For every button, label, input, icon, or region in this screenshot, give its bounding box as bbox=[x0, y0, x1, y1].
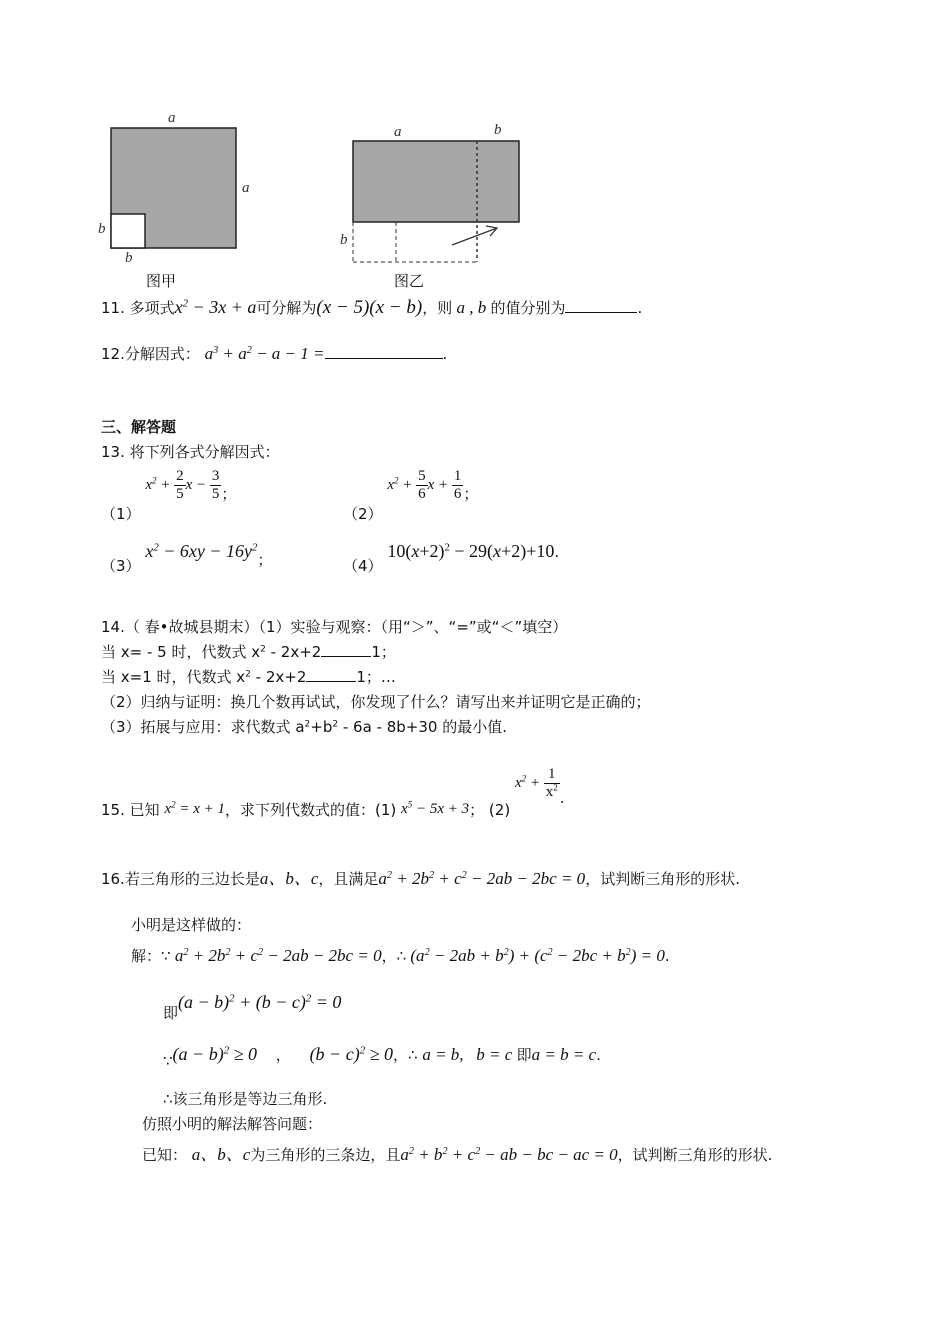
q13-number: 13. bbox=[101, 443, 125, 461]
q14-line-2-text-a: 当 x= - 5 时，代数式 x bbox=[101, 643, 261, 661]
q16-line-1-text-c: ，试判断三角形的形状. bbox=[585, 870, 740, 888]
q16-solution-line-2 bbox=[163, 992, 342, 1022]
q15-end: . bbox=[559, 789, 565, 808]
q14-line-3-text-a: 当 x=1 时，代数式 x bbox=[101, 668, 246, 686]
q16-known-condition: $a^2 + b^2 + c^2$ − ab − bc − ac = 0 bbox=[400, 1145, 618, 1164]
q11-number: 11. bbox=[101, 299, 125, 317]
fig1-label-right: a bbox=[242, 180, 250, 196]
q13-part-4 bbox=[343, 541, 560, 575]
q11-factors: (x − 5)(x − b) bbox=[316, 297, 423, 318]
q14-line-4: （2）归纳与证明：换几个数再试试，你发现了什么？请写出来并证明它是正确的； bbox=[101, 693, 651, 711]
q16-sides: a、b、c bbox=[259, 869, 319, 888]
q16-line-1-text-b: ，且满足 bbox=[318, 870, 379, 888]
q16-step-3: $(a - b)^2 + (b - c)^2 = 0$ bbox=[178, 992, 342, 1012]
q12-end: . bbox=[442, 345, 448, 363]
q13-p4-label: （4） bbox=[343, 557, 383, 575]
q11-text-3: ，则 bbox=[422, 299, 453, 317]
q14-line-5-text-b: +b bbox=[310, 718, 333, 736]
question-13-stem bbox=[101, 445, 280, 460]
q13-p4-expression: $10(x+2)^2 - 29(x+2)+10$ bbox=[387, 541, 555, 561]
q15-text-1: 已知 bbox=[129, 801, 160, 820]
q15-number: 15. bbox=[101, 801, 125, 820]
q14-line-5-text-c: - 6a - 8b+30 的最小值. bbox=[338, 718, 507, 736]
q12-expression: $a^3 + a^2 - a - 1$ = bbox=[204, 344, 325, 363]
q13-p2-end: ； bbox=[463, 485, 479, 504]
q16-xiaoming: 小明是这样做的： bbox=[131, 916, 252, 934]
q16-step-1: $a^2 + 2b^2 + c^2 - 2ab - 2bc = 0$ bbox=[170, 946, 382, 965]
q11-answer-blank[interactable] bbox=[565, 312, 637, 313]
fig1-label-left: b bbox=[98, 221, 106, 237]
q16-because-1: ∵ bbox=[161, 947, 171, 965]
q16-solution-line-1 bbox=[131, 947, 670, 964]
q16-ji: 即 bbox=[163, 1004, 179, 1022]
q14-line-5: （3）拓展与应用：求代数式 $a^2+b^2 - 6a - 8b+30$ 的最小值. bbox=[101, 718, 507, 736]
q14-line-2-text-b: - 2x+2 bbox=[265, 643, 322, 661]
q16-known-end: ，试判断三角形的形状. bbox=[617, 1146, 773, 1164]
q16-step-7: a = b = c bbox=[531, 1045, 597, 1064]
fig1-label-top: a bbox=[168, 110, 176, 126]
q13-p3-label: （3） bbox=[101, 557, 141, 575]
q14-line-5-text-a: （3）拓展与应用：求代数式 a bbox=[101, 718, 305, 736]
q13-p1-label: （1） bbox=[101, 505, 141, 524]
q14-line-2: 当 x= - 5 时，代数式 $x^2 - 2x+2$ 1； bbox=[101, 643, 396, 661]
fig2-caption: 图乙 bbox=[394, 272, 425, 290]
q16-ji-2: 即 bbox=[516, 1046, 532, 1064]
q16-step-4: $(a - b)^2 \ge 0$ bbox=[172, 1044, 257, 1064]
q13-p3-end: ； bbox=[257, 551, 273, 569]
q11-end: . bbox=[637, 299, 643, 317]
q16-conclusion: ∴该三角形是等边三角形. bbox=[163, 1090, 328, 1108]
q12-answer-blank[interactable] bbox=[325, 358, 443, 359]
question-12 bbox=[101, 345, 447, 362]
q12-text: 分解因式： bbox=[124, 345, 200, 363]
q14-line-3-text-b: - 2x+2 bbox=[250, 668, 307, 686]
q16-step-6: a = b, b = c bbox=[422, 1045, 517, 1064]
q14-line-2-text-c: 1； bbox=[371, 643, 396, 661]
q13-p3-expression: $x^2 - 6xy - 16y^2$ bbox=[145, 541, 258, 561]
q15-given: $x^2 = x + 1$ bbox=[164, 799, 226, 818]
q16-step-5: $(b - c)^2 \ge 0$ bbox=[309, 1044, 393, 1064]
q16-known-sides: a、b、c bbox=[191, 1145, 251, 1164]
q11-text-4: 的值分别为 bbox=[490, 299, 566, 317]
fig1-small-square bbox=[111, 214, 145, 248]
q13-part-2 bbox=[343, 468, 479, 524]
fig2-label-top-b: b bbox=[494, 122, 502, 138]
question-11 bbox=[101, 298, 642, 317]
q15-text-3: ； bbox=[469, 801, 485, 820]
fig1-label-bottom: b bbox=[125, 250, 133, 266]
q16-comma-2: ， bbox=[275, 1046, 291, 1064]
q16-therefore-1: ∴ bbox=[396, 947, 407, 965]
q15-text-2: ，求下列代数式的值：(1) bbox=[225, 801, 397, 820]
q16-step-7-end: . bbox=[596, 1046, 601, 1064]
q16-because-2: ∵ bbox=[163, 1052, 173, 1070]
q14-blank-1[interactable] bbox=[321, 656, 371, 657]
q16-line-1-text-a: 16.若三角形的三边长是 bbox=[101, 870, 260, 888]
q11-text-1: 多项式 bbox=[129, 299, 175, 317]
figure-area bbox=[0, 0, 950, 300]
q15-text-4: (2) bbox=[488, 801, 511, 820]
q16-known-text: 为三角形的三条边，且 bbox=[250, 1146, 401, 1164]
fig1-caption: 图甲 bbox=[146, 272, 177, 290]
q15-expr-1: $x^5 - 5x + 3$ bbox=[401, 799, 470, 818]
q11-vars: a , b bbox=[452, 298, 491, 317]
q16-line-1 bbox=[101, 870, 740, 887]
q14-line-1: 14.（ 春•故城县期末）（1）实验与观察：（用“＞”、“=”或“＜”填空） bbox=[101, 618, 568, 636]
q13-text: 将下列各式分解因式： bbox=[129, 443, 280, 461]
q16-step-2: $(a^2 - 2ab + b^2) + (c^2 - 2bc + b^2) = 0$ bbox=[406, 946, 665, 965]
q12-number: 12. bbox=[101, 345, 125, 363]
q16-step-2-end: . bbox=[664, 947, 670, 965]
q14-blank-2[interactable] bbox=[306, 681, 356, 682]
q16-comma-3: ， bbox=[392, 1046, 408, 1064]
q16-condition: $a^2 + 2b^2 + c^2 - 2ab - 2bc = 0$ bbox=[378, 869, 586, 888]
q14-line-3-text-c: 1；… bbox=[356, 668, 396, 686]
q13-p4-end: . bbox=[554, 543, 560, 561]
q11-text-2: 可分解为 bbox=[256, 299, 317, 317]
fig2-rectangle bbox=[353, 141, 519, 222]
q15-expr-2: $x^2$ + $\frac{1}{x^2}$ bbox=[514, 766, 558, 801]
q16-therefore-2: ∴ bbox=[408, 1046, 418, 1064]
q16-jie: 解： bbox=[131, 947, 162, 965]
section-3-title: 三、解答题 bbox=[101, 418, 177, 436]
q16-known bbox=[142, 1146, 772, 1163]
q13-p1-end: ； bbox=[221, 485, 237, 504]
q13-p1-expression: $x^2$ + $\frac{2}{5}$ x − $\frac{3}{5}$ bbox=[145, 468, 220, 503]
q16-imitate: 仿照小明的解法解答问题： bbox=[142, 1115, 323, 1133]
q13-part-3 bbox=[101, 541, 273, 575]
q11-poly: $x^2 - 3x + a$ bbox=[174, 297, 257, 317]
q13-part-1 bbox=[101, 468, 237, 524]
fig2-arrow-shaft bbox=[452, 228, 497, 245]
q16-comma-1: ， bbox=[381, 947, 397, 965]
q13-p2-expression: $x^2$ + $\frac{5}{6}$ x + $\frac{1}{6}$ bbox=[387, 468, 462, 503]
q16-solution-line-3 bbox=[163, 1044, 601, 1070]
q16-known-label: 已知： bbox=[142, 1146, 188, 1164]
q13-p2-label: （2） bbox=[343, 505, 383, 524]
question-15 bbox=[101, 766, 565, 820]
fig2-label-left: b bbox=[340, 232, 348, 248]
q14-line-3: 当 x=1 时，代数式 $x^2 - 2x+2$ 1；… bbox=[101, 668, 396, 686]
fig2-label-top-a: a bbox=[394, 124, 402, 140]
